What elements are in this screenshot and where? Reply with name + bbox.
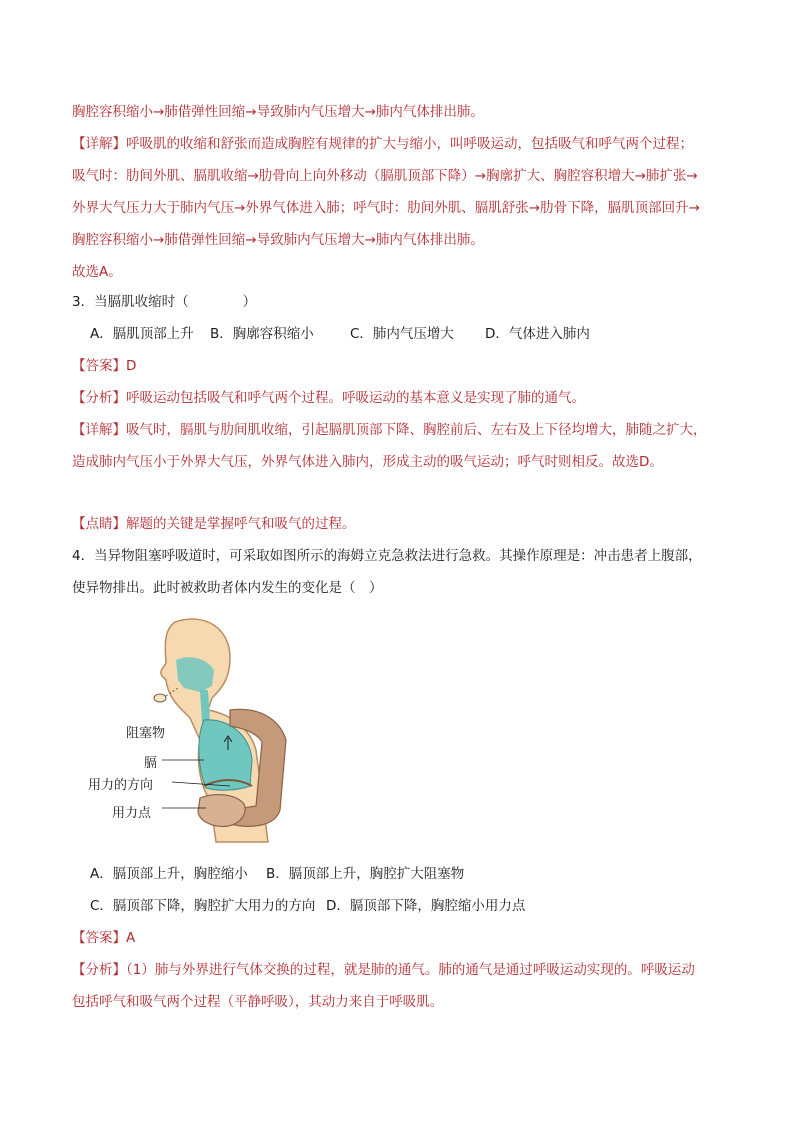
answer-value: D [126, 358, 137, 374]
q4-option-a: A．膈顶部上升，胸腔缩小 [90, 866, 248, 882]
detail-text: 吸气时，膈肌与肋间肌收缩，引起膈肌顶部下降、胸腔前后、左右及上下径均增大，肺随之扩大， [126, 422, 707, 438]
q3-option-c: C．肺内气压增大 [350, 326, 454, 342]
label-diaphragm: 膈 [144, 756, 158, 771]
point-tag: 【点睛】 [72, 516, 126, 532]
q3-stem: 3．当膈肌收缩时（ ） [72, 294, 257, 310]
label-force-point: 用力点 [112, 806, 152, 821]
analysis-tag: 【分析】 [72, 390, 126, 406]
q4-answer [72, 928, 135, 948]
analysis-text: 呼吸运动包括吸气和呼气两个过程。呼吸运动的基本意义是实现了肺的通气。 [126, 390, 585, 406]
answer-value: A [126, 930, 136, 946]
q4-stem: 4．当异物阻塞呼吸道时，可采取如图所示的海姆立克急救法进行急救。其操作原理是：冲击患者上腹部， [72, 548, 702, 564]
q4-option-d: D．膈顶部下降，胸腔缩小用力点 [326, 898, 526, 914]
q4-option-b: B．膈顶部上升，胸腔扩大阻塞物 [266, 866, 465, 882]
answer-tag: 【答案】 [72, 358, 126, 374]
q4-analysis-cont: 包括呼气和吸气两个过程（平静呼吸），其动力来自于呼吸肌。 [72, 994, 444, 1010]
detail-text: 呼吸肌的收缩和舒张而造成胸腔有规律的扩大与缩小，叫呼吸运动，包括吸气和呼气两个过程； [126, 136, 693, 152]
rescuer-fist [198, 795, 245, 827]
text-line: 外界大气压力大于肺内气压→外界气体进入肺；呼气时：肋间外肌、膈肌舒张→肋骨下降，膈肌顶部回升→ [72, 200, 700, 216]
q3-option-d: D．气体进入肺内 [485, 326, 590, 342]
q3-detail [72, 420, 707, 440]
analysis-tag: 【分析】 [72, 962, 126, 978]
q3-detail-cont: 造成肺内气压小于外界大气压，外界气体进入肺内，形成主动的吸气运动；呼气时则相反。故选D。 [72, 454, 663, 470]
q3-answer [72, 356, 136, 376]
label-force-direction: 用力的方向 [88, 778, 154, 793]
q3-analysis [72, 388, 585, 408]
q4-stem-cont: 使异物排出。此时被救助者体内发生的变化是（ ） [72, 580, 383, 596]
detail-paragraph [72, 134, 693, 154]
detail-tag: 【详解】 [72, 422, 126, 438]
q4-option-c: C．膈顶部下降，胸腔扩大用力的方向 [90, 898, 316, 914]
text-line: 胸腔容积缩小→肺借弹性回缩→导致肺内气压增大→肺内气体排出肺。 [72, 104, 484, 120]
text-line: 吸气时：肋间外肌、膈肌收缩→肋骨向上向外移动（膈肌顶部下降）→胸廓扩大、胸腔容积增大→肺扩张→ [72, 168, 698, 184]
point-text: 解题的关键是掌握呼气和吸气的过程。 [126, 516, 356, 532]
text-line: 胸腔容积缩小→肺借弹性回缩→导致肺内气压增大→肺内气体排出肺。 [72, 232, 484, 248]
label-blockage: 阻塞物 [126, 726, 166, 741]
answer-tag: 【答案】 [72, 930, 126, 946]
q4-analysis [72, 960, 695, 980]
q3-option-b: B．胸廓容积缩小 [210, 326, 314, 342]
analysis-text: （1）肺与外界进行气体交换的过程，就是肺的通气。肺的通气是通过呼吸运动实现的。呼吸运动 [126, 962, 695, 978]
blockage-object [154, 694, 166, 702]
q3-option-a: A．膈肌顶部上升 [90, 326, 194, 342]
conclusion-line: 故选A。 [72, 264, 122, 280]
q3-point [72, 514, 356, 534]
detail-tag: 【详解】 [72, 136, 126, 152]
